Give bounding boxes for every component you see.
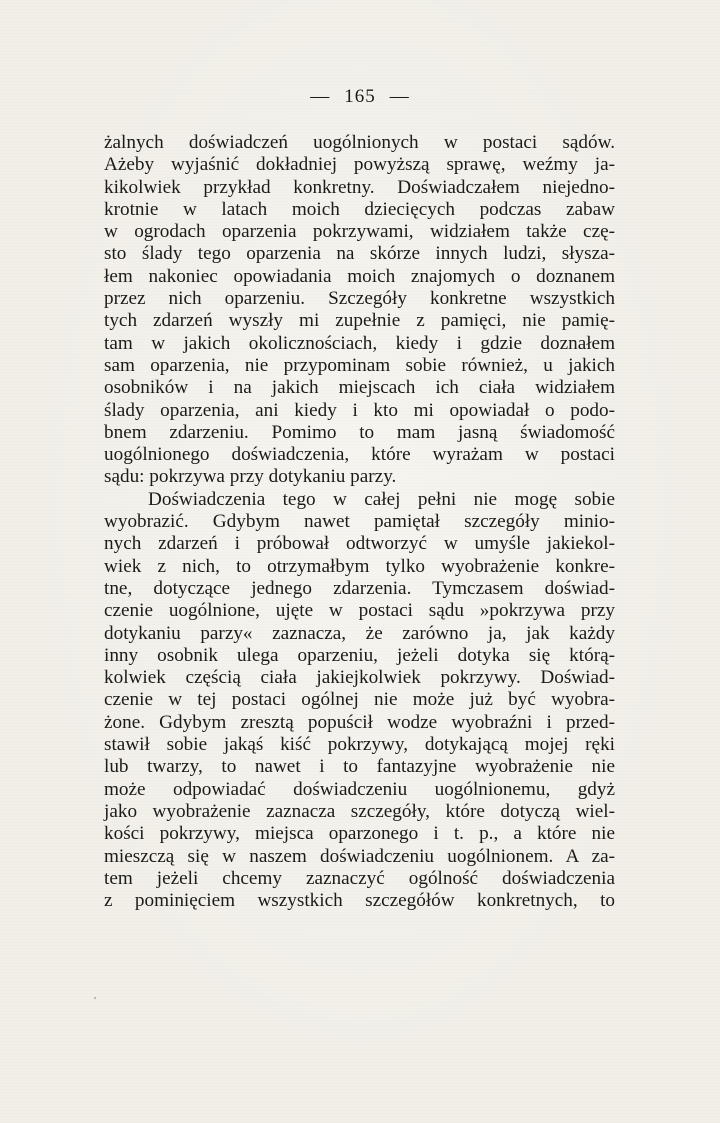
text-line: kolwiek częścią ciała jakiejkolwiek pokrzywy. Doświad-: [104, 667, 615, 689]
header-dash-left: —: [310, 86, 331, 107]
header-dash-right: —: [389, 86, 410, 107]
text-line: kości pokrzywy, miejsca oparzonego i t. p., a które nie: [104, 823, 615, 845]
text-line: stawił sobie jakąś kiść pokrzywy, dotykającą mojej ręki: [104, 734, 615, 756]
text-line: tne, dotyczące jednego zdarzenia. Tymczasem doświad-: [104, 577, 615, 599]
text-line: czenie w tej postaci ogólnej nie może już być wyobra-: [104, 689, 615, 711]
page-header: [0, 86, 720, 108]
text-line: mieszczą się w naszem doświadczeniu uogólnionem. A za-: [104, 845, 615, 867]
text-line: w ogrodach oparzenia pokrzywami, widziałem także czę-: [104, 221, 615, 243]
text-line: Ażeby wyjaśnić dokładniej powyższą sprawę, weźmy ja-: [104, 154, 615, 176]
text-line: tych zdarzeń wyszły mi zupełnie z pamięci, nie pamię-: [104, 310, 615, 332]
text-line: żone. Gdybym zresztą popuścił wodze wyobraźni i przed-: [104, 711, 615, 733]
paragraph-1: [104, 132, 615, 489]
text-line: ślady oparzenia, ani kiedy i kto mi opowiadał o podo-: [104, 399, 615, 421]
text-line: jako wyobrażenie zaznacza szczegóły, które dotyczą wiel-: [104, 800, 615, 822]
print-speck: [94, 997, 96, 999]
text-line: wyobrazić. Gdybym nawet pamiętał szczegóły minio-: [104, 511, 615, 533]
text-line: tem jeżeli chcemy zaznaczyć ogólność doświadczenia: [104, 867, 615, 889]
text-line: osobników i na jakich miejscach ich ciała widziałem: [104, 377, 615, 399]
text-line: bnem zdarzeniu. Pomimo to mam jasną świadomość: [104, 421, 615, 443]
text-line: czenie uogólnione, ujęte w postaci sądu »pokrzywa przy: [104, 600, 615, 622]
text-line: sto ślady tego oparzenia na skórze innych ludzi, słysza-: [104, 243, 615, 265]
text-line: żalnych doświadczeń uogólnionych w postaci sądów.: [104, 132, 615, 153]
text-line: łem nakoniec opowiadania moich znajomych o doznanem: [104, 265, 615, 287]
text-line: nych zdarzeń i próbował odtworzyć w umyśle jakiekol-: [104, 533, 615, 555]
paragraph-2: [104, 489, 615, 913]
text-line: dotykaniu parzy« zaznacza, że zarówno ja, jak każdy: [104, 622, 615, 644]
text-line: przez nich oparzeniu. Szczegóły konkretne wszystkich: [104, 288, 615, 310]
text-line: wiek z nich, to otrzymałbym tylko wyobrażenie konkre-: [104, 555, 615, 577]
text-line: może odpowiadać doświadczeniu uogólnionemu, gdyż: [104, 778, 615, 800]
text-line: kikolwiek przykład konkretny. Doświadczałem niejedno-: [104, 176, 615, 198]
text-line: sam oparzenia, nie przypominam sobie również, u jakich: [104, 354, 615, 376]
text-line: tam w jakich okolicznościach, kiedy i gdzie doznałem: [104, 332, 615, 354]
page-number: 165: [344, 86, 376, 107]
text-line: z pominięciem wszystkich szczegółów konkretnych, to: [104, 890, 615, 912]
text-line: sądu: pokrzywa przy dotykaniu parzy.: [104, 466, 397, 488]
text-line: Doświadczenia tego w całej pełni nie mogę sobie: [148, 488, 615, 510]
text-line: krotnie w latach moich dziecięcych podczas zabaw: [104, 198, 615, 220]
text-line: lub twarzy, to nawet i to fantazyjne wyobrażenie nie: [104, 756, 615, 778]
text-line: uogólnionego doświadczenia, które wyrażam w postaci: [104, 444, 615, 466]
text-line: inny osobnik ulega oparzeniu, jeżeli dotyka się którą-: [104, 644, 615, 666]
body-text: [104, 132, 615, 912]
